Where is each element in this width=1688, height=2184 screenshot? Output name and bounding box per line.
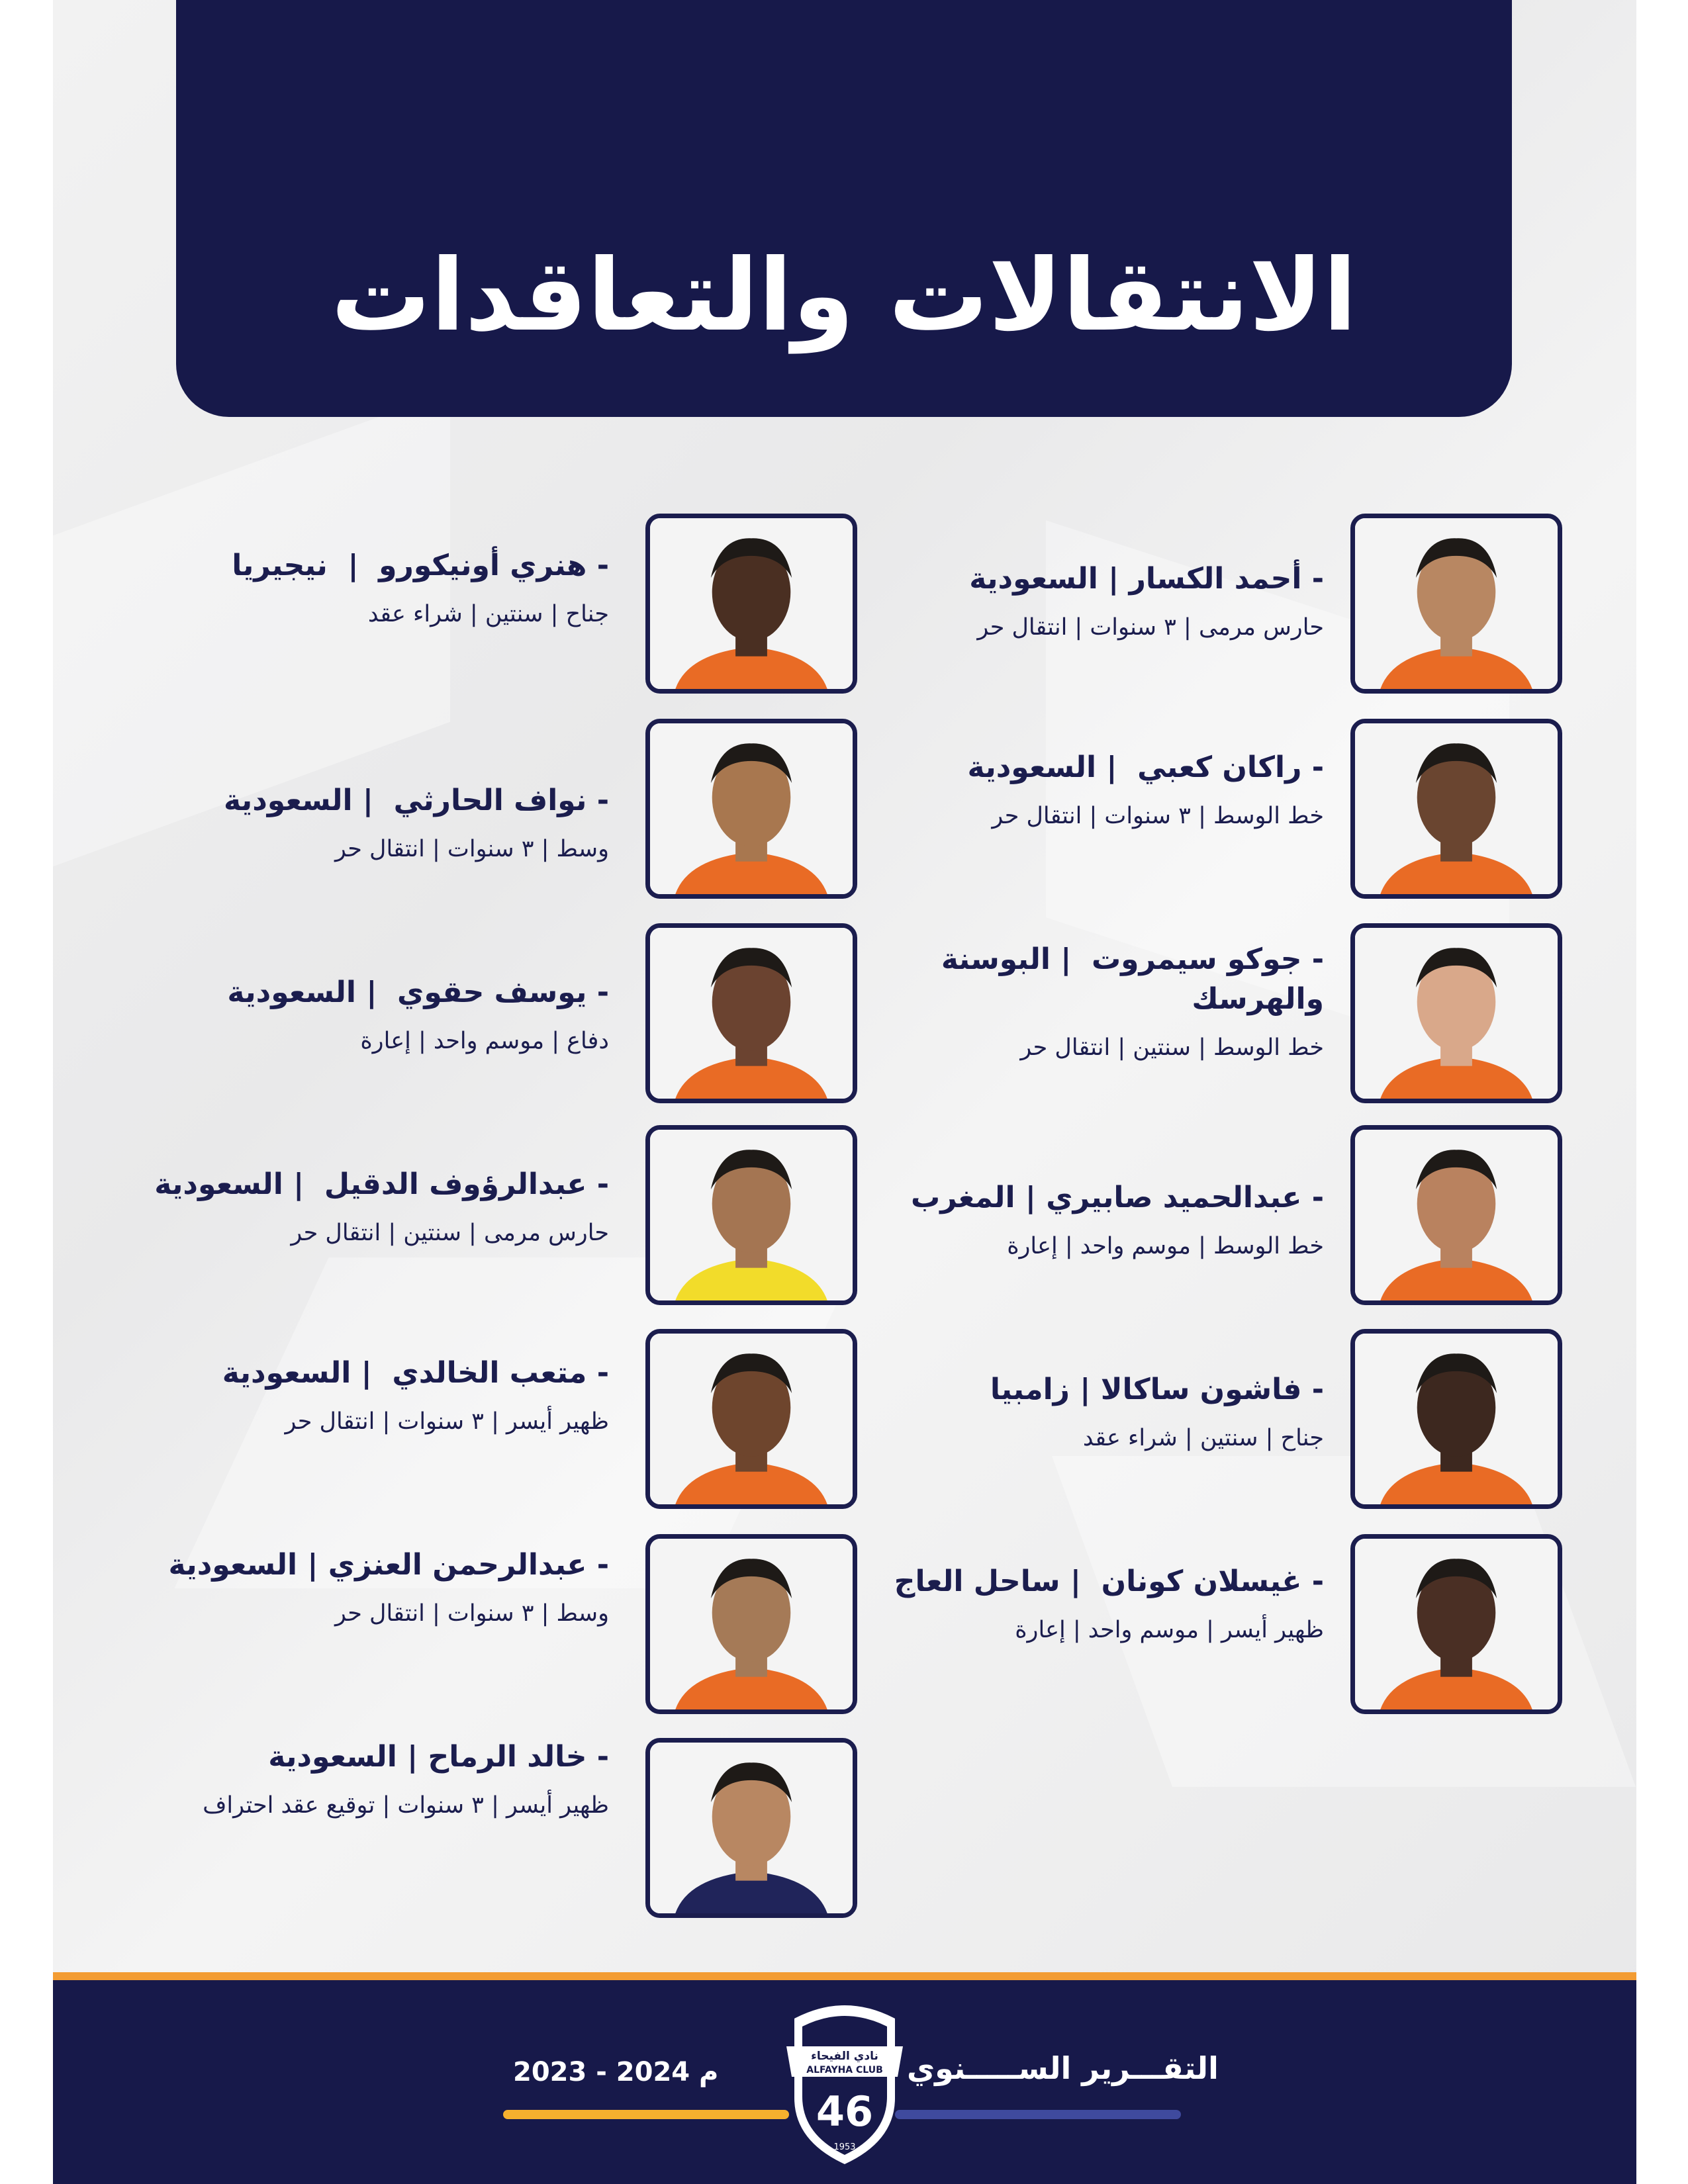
player-name: - أحمد الكسار | السعودية [969,562,1324,596]
player-name: - يوسف حقوي | السعودية [227,976,609,1009]
page-title: الانتقالات والتعاقدات [331,238,1357,353]
player-name: - جوكو سيمروت | البوسنة والهرسك [941,942,1324,1016]
player-contract-details: جناح | سنتين | شراء عقد [367,601,609,627]
player-name: - عبدالرحمن العنزي | السعودية [168,1548,609,1582]
player-photo [1350,719,1562,899]
club-logo-number: 46 [816,2087,874,2136]
player-name: - غيسلان كونان | ساحل العاج [894,1565,1324,1598]
player-info [106,1737,609,1825]
player-info [821,1178,1324,1265]
annual-report-label: التقـــرير الســـــنوي [907,2050,1219,2086]
player-photo [1350,1534,1562,1714]
club-logo-founded: 1953 [833,2142,856,2152]
player-info [821,1562,1324,1649]
club-logo [781,1999,908,2171]
player-info [821,748,1324,835]
footer-blue-bar [895,2110,1181,2119]
player-photo [645,923,857,1103]
player-photo [1350,1329,1562,1509]
player-photo [1350,1125,1562,1305]
player-info [821,940,1324,1067]
player-photo [1350,514,1562,694]
player-name: - راكان كعبي | السعودية [967,751,1324,784]
player-contract-details: حارس مرمى | ٣ سنوات | انتقال حر [977,614,1324,641]
player-info [106,1353,609,1441]
footer-accent-line [53,1972,1636,1980]
player-name: - نواف الحارثي | السعودية [223,784,609,817]
player-info [106,781,609,868]
player-info [821,1370,1324,1457]
player-contract-details: دفاع | موسم واحد | إعارة [360,1028,609,1054]
player-contract-details: جناح | سنتين | شراء عقد [1082,1425,1324,1451]
player-name: - عبدالرؤوف الدقيل | السعودية [154,1167,609,1201]
player-contract-details: وسط | ٣ سنوات | انتقال حر [334,836,609,862]
footer-yellow-bar [503,2110,789,2119]
player-name: - خالد الرماح | السعودية [268,1740,609,1774]
player-photo [645,514,857,694]
player-info [821,559,1324,647]
player-photo [645,1534,857,1714]
player-contract-details: خط الوسط | سنتين | انتقال حر [1020,1034,1324,1061]
player-contract-details: وسط | ٣ سنوات | انتقال حر [334,1600,609,1627]
player-contract-details: خط الوسط | موسم واحد | إعارة [1007,1233,1324,1259]
club-logo-english: ALFAYHA CLUB [806,2065,883,2075]
player-contract-details: حارس مرمى | سنتين | انتقال حر [291,1220,609,1246]
player-info [106,1165,609,1252]
player-contract-details: ظهير أيسر | ٣ سنوات | توقيع عقد احتراف [203,1792,609,1819]
player-photo [1350,923,1562,1103]
player-photo [645,1125,857,1305]
player-info [106,546,609,633]
player-info [106,1545,609,1633]
player-photo [645,719,857,899]
player-name: - عبدالحميد صابيري | المغرب [911,1181,1324,1214]
report-years: 2023 - 2024 م [513,2057,719,2087]
player-photo [645,1738,857,1918]
player-contract-details: ظهير أيسر | موسم واحد | إعارة [1015,1617,1324,1643]
player-name: - هنري أونيكورو | نيجيريا [232,549,609,582]
player-name: - متعب الخالدي | السعودية [222,1356,609,1390]
player-photo [645,1329,857,1509]
player-info [106,973,609,1060]
player-contract-details: خط الوسط | ٣ سنوات | انتقال حر [992,803,1324,829]
player-name: - فاشون ساكالا | زامبيا [990,1373,1324,1406]
player-contract-details: ظهير أيسر | ٣ سنوات | انتقال حر [285,1408,609,1435]
page-header [176,0,1512,417]
club-logo-arabic: نادي الفيحاء [811,2050,878,2063]
